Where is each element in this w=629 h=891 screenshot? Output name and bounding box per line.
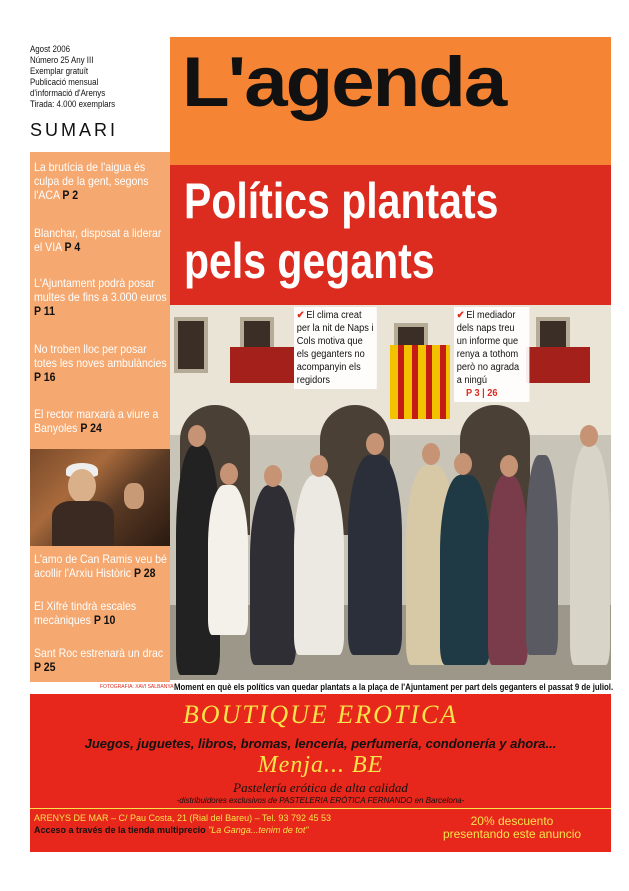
issue-frequency: Publicació mensual bbox=[30, 77, 99, 87]
person bbox=[440, 475, 490, 665]
sumari-item-text: L'Ajuntament podrà posar multes de fins a 3.000 euros bbox=[34, 276, 167, 304]
sumari-item-page: P 10 bbox=[93, 613, 116, 627]
head bbox=[454, 453, 472, 475]
ad-address: ARENYS DE MAR – C/ Pau Costa, 21 (Rial del Bareu) – Tel. 93 792 45 53 bbox=[34, 813, 331, 823]
issue-print-run: Tirada: 4.000 exemplars bbox=[30, 99, 116, 109]
main-photo bbox=[170, 305, 611, 680]
sumari-item-text: Blanchar, disposat a liderar el VIA bbox=[34, 226, 162, 254]
headline-line-2: pels gegants bbox=[184, 233, 435, 289]
masthead bbox=[170, 37, 611, 165]
ad-products: Juegos, juguetes, libros, bromas, lencería, perfumería, condonería y ahora... bbox=[84, 736, 557, 751]
head bbox=[580, 425, 598, 447]
sumari-item-page: P 28 bbox=[134, 566, 156, 580]
sumari-item-page: P 24 bbox=[80, 421, 102, 435]
sumari-item-text: La brutícia de l'aigua és culpa de la gent, segons l'ACA bbox=[34, 160, 149, 202]
ad-shop-name: "La Ganga...tenim de tot" bbox=[208, 825, 309, 835]
ad-discount-condition: presentando este anuncio bbox=[442, 827, 582, 841]
sumari-item-page: P 4 bbox=[64, 240, 81, 254]
head bbox=[264, 465, 282, 487]
sumari-item[interactable] bbox=[34, 646, 170, 674]
sumari-item-text: El Xifré tindrà escales mecàniques bbox=[34, 599, 137, 627]
head bbox=[422, 443, 440, 465]
sumari-item-text: No troben lloc per posar totes les noves ambulàncies bbox=[34, 342, 167, 370]
ad-discount-amount: 20% descuento bbox=[470, 814, 554, 828]
sumari-item-text: Sant Roc estrenarà un drac bbox=[34, 646, 164, 660]
ad-divider bbox=[30, 808, 611, 809]
ad-access bbox=[34, 825, 309, 835]
sumari-item-page: P 2 bbox=[62, 188, 79, 202]
red-banner bbox=[230, 347, 294, 383]
person bbox=[250, 485, 296, 665]
sumari-item[interactable] bbox=[34, 276, 170, 318]
issue-date: Agost 2006 bbox=[30, 44, 71, 54]
masthead-logo: L'agenda bbox=[182, 41, 506, 122]
advertisement bbox=[30, 694, 611, 852]
issue-info bbox=[30, 44, 153, 110]
person bbox=[488, 475, 528, 665]
callout-right-text: El mediador dels naps treu un informe que renya a tothom però no agrada a ningú bbox=[456, 310, 520, 386]
callout-page-ref: P 3 | 26 bbox=[465, 388, 498, 399]
sumari-item[interactable] bbox=[34, 407, 170, 435]
ad-distributors: -distribuidores exclusivos de PASTELERIA ERÓTICA FERNANDO en Barcelona- bbox=[176, 796, 465, 805]
sumari-photo bbox=[30, 449, 170, 546]
sumari-item[interactable] bbox=[34, 552, 170, 580]
sumari-item[interactable] bbox=[34, 226, 170, 254]
sumari-item-page: P 11 bbox=[34, 304, 55, 318]
headline[interactable] bbox=[184, 171, 610, 291]
sumari-item-text: L'amo de Can Ramis veu bé acollir l'Arxiu Històric bbox=[34, 552, 167, 580]
ad-title: BOUTIQUE EROTICA bbox=[182, 700, 459, 729]
person bbox=[526, 455, 558, 655]
sumari-title: SUMARI bbox=[30, 120, 119, 140]
sumari-item[interactable] bbox=[34, 342, 170, 384]
sumari-item-text: El rector marxarà a viure a Banyoles bbox=[34, 407, 159, 435]
person bbox=[294, 475, 344, 655]
ad-subtitle: Pastelería erótica de alta calidad bbox=[233, 780, 408, 795]
window bbox=[174, 317, 208, 373]
sumari-sidebar bbox=[30, 152, 170, 682]
checkmark-icon: ✔ bbox=[296, 310, 305, 321]
photo-credit: FOTOGRAFIA: XAVI SALBANYA bbox=[100, 684, 174, 690]
sumari-item[interactable] bbox=[34, 160, 170, 202]
person bbox=[208, 485, 248, 635]
head bbox=[220, 463, 238, 485]
head bbox=[366, 433, 384, 455]
head bbox=[188, 425, 206, 447]
sumari-item-page: P 16 bbox=[34, 370, 56, 384]
callout-left[interactable] bbox=[294, 307, 377, 389]
issue-scope: d'informació d'Arenys bbox=[30, 88, 106, 98]
callout-right[interactable] bbox=[454, 307, 529, 402]
catalan-flag bbox=[390, 345, 450, 419]
head bbox=[310, 455, 328, 477]
headline-band bbox=[170, 165, 611, 305]
sumari-item[interactable] bbox=[34, 599, 170, 627]
red-banner bbox=[526, 347, 590, 383]
person bbox=[570, 445, 610, 665]
ad-access-text: Acceso a través de la tienda multiprecio bbox=[34, 825, 206, 835]
sumari-item-page: P 25 bbox=[34, 660, 56, 674]
ad-discount bbox=[422, 815, 602, 841]
photo-caption: Moment en què els polítics van quedar plantats a la plaça de l'Ajuntament per part dels geganters el passat 9 de juliol. bbox=[174, 682, 614, 692]
headline-line-1: Polítics plantats bbox=[184, 173, 499, 229]
checkmark-icon: ✔ bbox=[456, 310, 465, 321]
head bbox=[500, 455, 518, 477]
person bbox=[348, 455, 402, 655]
issue-number: Número 25 Any III bbox=[30, 55, 94, 65]
issue-free: Exemplar gratuït bbox=[30, 66, 89, 76]
callout-left-text: El clima creat per la nit de Naps i Cols motiva que els geganters no acompanyin els regidors bbox=[296, 310, 374, 386]
ad-brand: Menja... BE bbox=[257, 752, 384, 778]
